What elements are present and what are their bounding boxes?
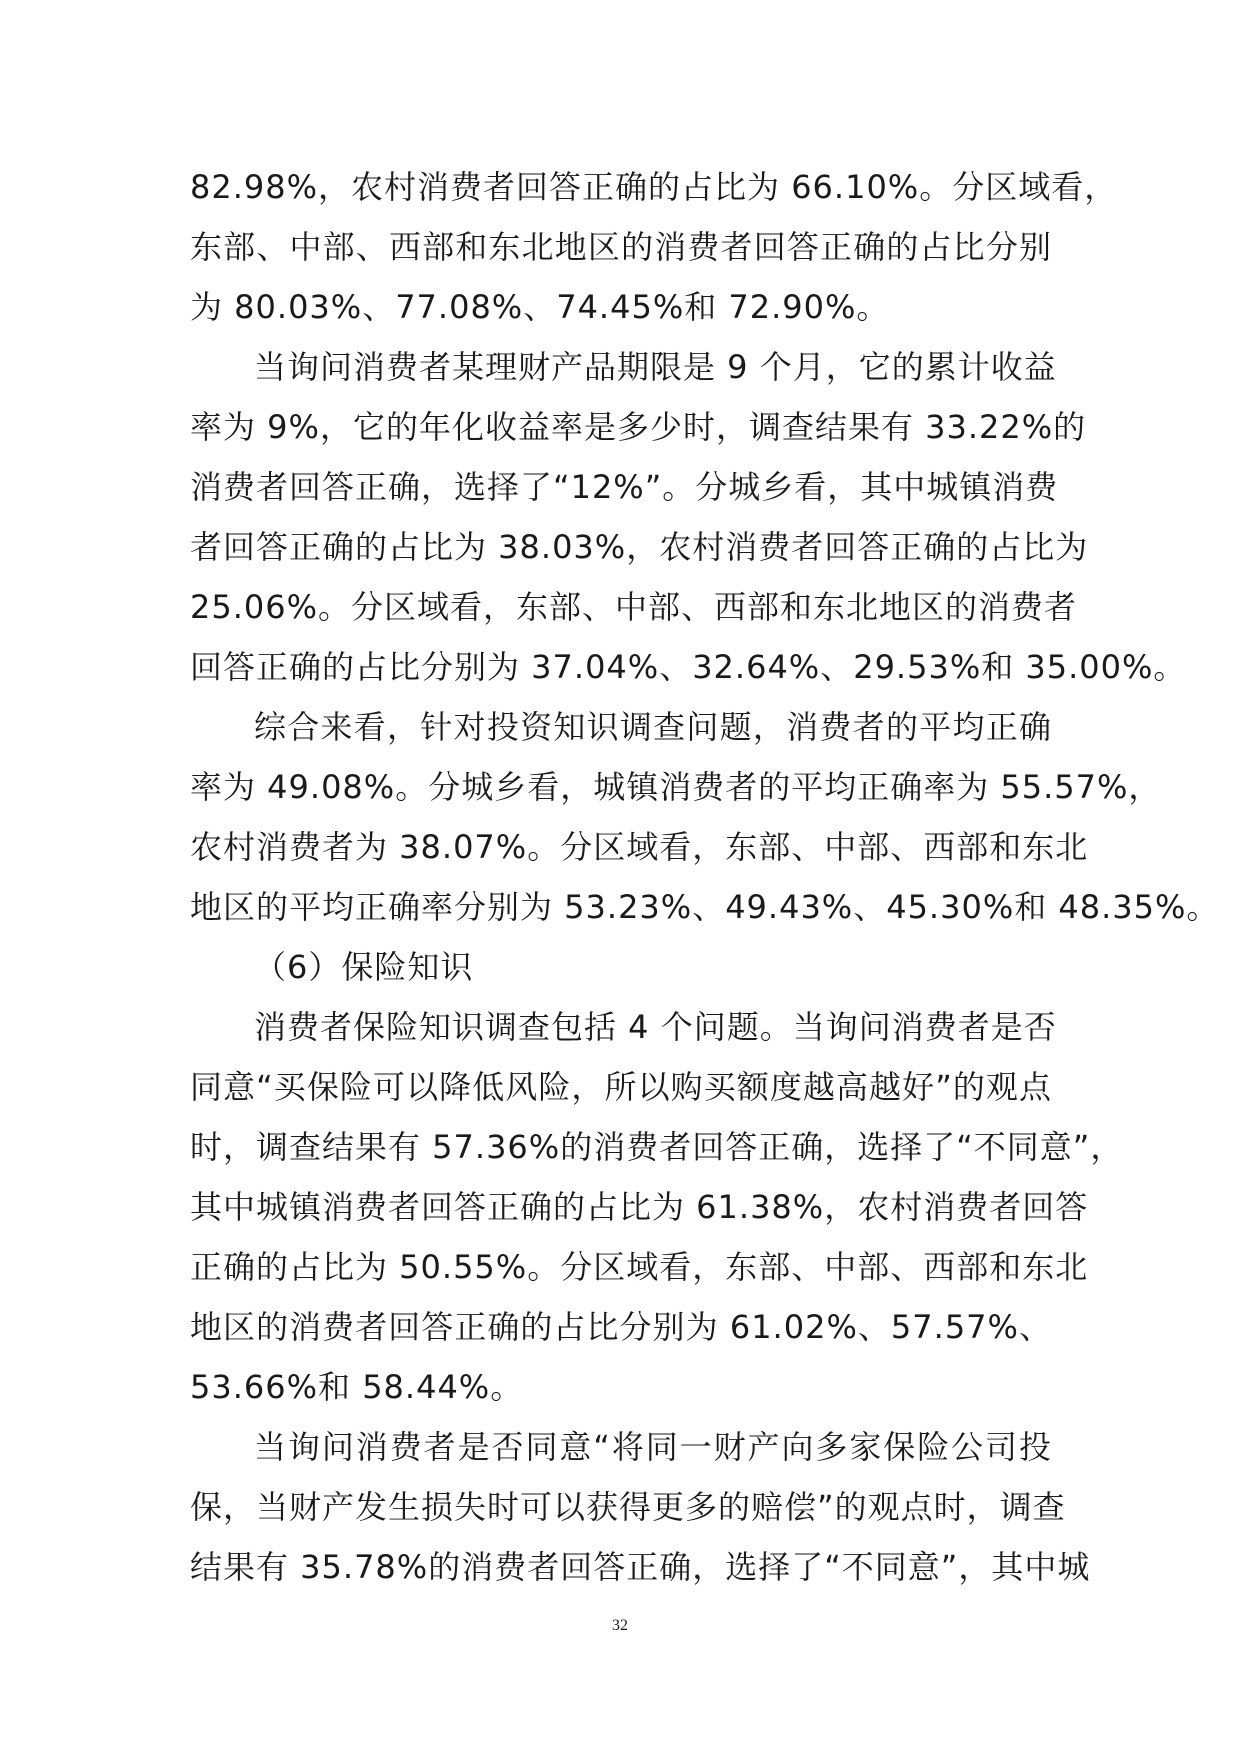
text-line: 同意“买保险可以降低风险，所以购买额度越高越好”的观点 xyxy=(190,1068,1052,1106)
text-line: 其中城镇消费者回答正确的占比为 61.38%，农村消费者回答 xyxy=(190,1188,1089,1226)
text-line: 东部、中部、西部和东北地区的消费者回答正确的占比分别 xyxy=(190,228,1052,266)
text-line: 农村消费者为 38.07%。分区域看，东部、中部、西部和东北 xyxy=(190,828,1089,866)
text-line: 回答正确的占比分别为 37.04%、32.64%、29.53%和 35.00%。 xyxy=(190,648,1187,686)
text-line: 地区的消费者回答正确的占比分别为 61.02%、57.57%、 xyxy=(190,1308,1052,1346)
text-line: 保，当财产发生损失时可以获得更多的赔偿”的观点时，调查 xyxy=(190,1488,1066,1526)
page-number: 32 xyxy=(612,1617,628,1634)
section-heading: （6）保险知识 xyxy=(254,948,474,986)
text-line: 地区的平均正确率分别为 53.23%、49.43%、45.30%和 48.35%。 xyxy=(190,888,1220,926)
text-line: 为 80.03%、77.08%、74.45%和 72.90%。 xyxy=(190,288,890,326)
paragraph-first-line: 消费者保险知识调查包括 4 个问题。当询问消费者是否 xyxy=(254,1008,1057,1046)
paragraph-first-line: 当询问消费者某理财产品期限是 9 个月，它的累计收益 xyxy=(254,348,1057,386)
text-line: 率为 49.08%。分城乡看，城镇消费者的平均正确率为 55.57%， xyxy=(190,768,1162,806)
text-line: 者回答正确的占比为 38.03%，农村消费者回答正确的占比为 xyxy=(190,528,1089,566)
text-line: 率为 9%，它的年化收益率是多少时，调查结果有 33.22%的 xyxy=(190,408,1087,446)
body-text xyxy=(190,157,1220,1597)
text-line: 25.06%。分区域看，东部、中部、西部和东北地区的消费者 xyxy=(190,588,1078,626)
paragraph-first-line: 当询问消费者是否同意“将同一财产向多家保险公司投 xyxy=(254,1428,1052,1466)
text-line: 结果有 35.78%的消费者回答正确，选择了“不同意”，其中城 xyxy=(190,1548,1091,1586)
text-line: 消费者回答正确，选择了“12%”。分城乡看，其中城镇消费 xyxy=(190,468,1059,506)
text-line: 时，调查结果有 57.36%的消费者回答正确，选择了“不同意”， xyxy=(190,1128,1124,1166)
text-line: 53.66%和 58.44%。 xyxy=(190,1368,524,1406)
text-line: 正确的占比为 50.55%。分区域看，东部、中部、西部和东北 xyxy=(190,1248,1089,1286)
paragraph-first-line: 综合来看，针对投资知识调查问题，消费者的平均正确 xyxy=(254,708,1052,746)
text-line: 82.98%，农村消费者回答正确的占比为 66.10%。分区域看， xyxy=(190,168,1118,206)
